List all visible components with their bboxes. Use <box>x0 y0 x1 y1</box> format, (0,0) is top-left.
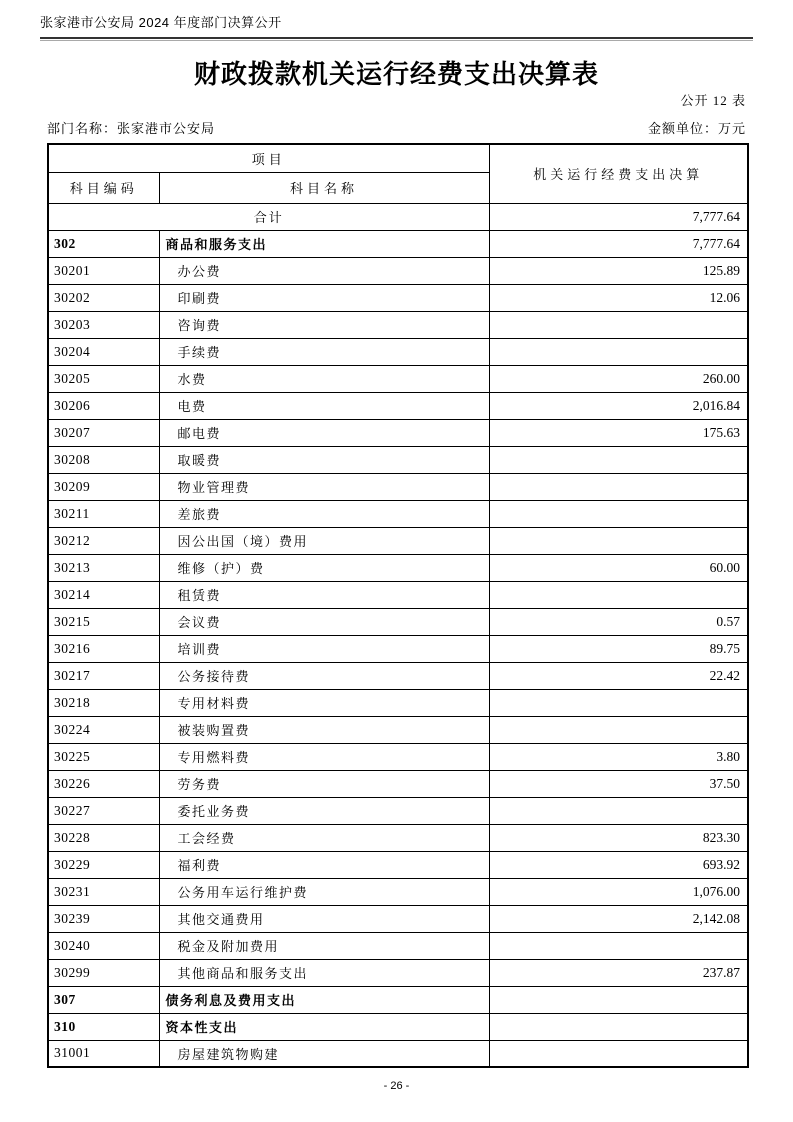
table-row <box>48 824 748 851</box>
running-header <box>40 12 753 41</box>
table-row <box>48 257 748 284</box>
subject-name: 物业管理费 <box>159 473 489 500</box>
table-number-label: 公开 12 表 <box>680 93 746 108</box>
subject-code: 30228 <box>48 824 159 851</box>
subject-value: 1,076.00 <box>489 878 748 905</box>
running-header-text: 张家港市公安局 2024 年度部门决算公开 <box>40 15 282 30</box>
header-subject-name: 科目名称 <box>159 172 489 203</box>
subject-name: 邮电费 <box>159 419 489 446</box>
subject-value <box>489 689 748 716</box>
subject-name: 工会经费 <box>159 824 489 851</box>
table-row <box>48 770 748 797</box>
subject-value: 260.00 <box>489 365 748 392</box>
page-number: - 26 - <box>383 1080 410 1092</box>
subject-name: 租赁费 <box>159 581 489 608</box>
subject-code: 30204 <box>48 338 159 365</box>
table-row <box>48 203 748 230</box>
subject-name: 债务利息及费用支出 <box>159 986 489 1013</box>
subject-value <box>489 797 748 824</box>
subject-name: 咨询费 <box>159 311 489 338</box>
table-row <box>48 932 748 959</box>
subject-value <box>489 1040 748 1067</box>
subject-value <box>489 527 748 554</box>
subject-value <box>489 581 748 608</box>
subject-code: 30206 <box>48 392 159 419</box>
subject-code: 30213 <box>48 554 159 581</box>
subject-code: 30205 <box>48 365 159 392</box>
table-row <box>48 608 748 635</box>
subject-value <box>489 338 748 365</box>
subject-value: 0.57 <box>489 608 748 635</box>
subject-code: 30225 <box>48 743 159 770</box>
table-row <box>48 1040 748 1067</box>
subject-value: 60.00 <box>489 554 748 581</box>
subject-name: 税金及附加费用 <box>159 932 489 959</box>
subject-code: 30227 <box>48 797 159 824</box>
header-rule <box>40 37 753 41</box>
table-body <box>48 203 748 1067</box>
table-row <box>48 905 748 932</box>
subject-name: 公务用车运行维护费 <box>159 878 489 905</box>
table-row <box>48 311 748 338</box>
subject-code: 30211 <box>48 500 159 527</box>
table-row <box>48 581 748 608</box>
subject-value <box>489 473 748 500</box>
department-name-label: 部门名称：张家港市公安局 <box>47 121 216 136</box>
expenditure-table <box>47 143 749 1068</box>
table-row <box>48 419 748 446</box>
subject-code: 30208 <box>48 446 159 473</box>
table-header <box>48 144 748 203</box>
subject-name: 其他商品和服务支出 <box>159 959 489 986</box>
header-project: 项目 <box>48 144 489 172</box>
subject-value <box>489 446 748 473</box>
subject-name: 维修（护）费 <box>159 554 489 581</box>
subject-code: 310 <box>48 1013 159 1040</box>
table-row <box>48 986 748 1013</box>
subject-code: 30212 <box>48 527 159 554</box>
subject-code: 30231 <box>48 878 159 905</box>
table-row <box>48 473 748 500</box>
subject-name: 手续费 <box>159 338 489 365</box>
page-title: 财政拨款机关运行经费支出决算表 <box>193 60 599 89</box>
subject-value <box>489 311 748 338</box>
subject-value: 2,142.08 <box>489 905 748 932</box>
table-row <box>48 959 748 986</box>
table-row <box>48 284 748 311</box>
table-row <box>48 689 748 716</box>
table-row <box>48 1013 748 1040</box>
subject-code: 307 <box>48 986 159 1013</box>
subject-name: 委托业务费 <box>159 797 489 824</box>
table-row <box>48 554 748 581</box>
meta-line <box>47 118 746 137</box>
subject-value: 37.50 <box>489 770 748 797</box>
subject-name: 其他交通费用 <box>159 905 489 932</box>
table-row <box>48 662 748 689</box>
subject-code: 30218 <box>48 689 159 716</box>
subject-value <box>489 716 748 743</box>
total-label: 合计 <box>48 203 489 230</box>
subject-code: 30215 <box>48 608 159 635</box>
table-row <box>48 500 748 527</box>
subject-name: 专用材料费 <box>159 689 489 716</box>
subject-name: 差旅费 <box>159 500 489 527</box>
subject-name: 公务接待费 <box>159 662 489 689</box>
subject-name: 商品和服务支出 <box>159 230 489 257</box>
subject-value: 89.75 <box>489 635 748 662</box>
subject-value: 125.89 <box>489 257 748 284</box>
subject-value: 12.06 <box>489 284 748 311</box>
subject-code: 30239 <box>48 905 159 932</box>
table-row <box>48 635 748 662</box>
subject-name: 福利费 <box>159 851 489 878</box>
subject-code: 30229 <box>48 851 159 878</box>
subject-code: 30209 <box>48 473 159 500</box>
subject-value: 823.30 <box>489 824 748 851</box>
table-row <box>48 743 748 770</box>
subject-code: 30201 <box>48 257 159 284</box>
header-subject-code: 科目编码 <box>48 172 159 203</box>
table-row <box>48 392 748 419</box>
total-value: 7,777.64 <box>489 203 748 230</box>
subject-code: 30217 <box>48 662 159 689</box>
subject-code: 302 <box>48 230 159 257</box>
table-row <box>48 527 748 554</box>
subject-code: 30202 <box>48 284 159 311</box>
subject-code: 30240 <box>48 932 159 959</box>
subject-code: 30226 <box>48 770 159 797</box>
table-row <box>48 230 748 257</box>
table-row <box>48 851 748 878</box>
subject-code: 30214 <box>48 581 159 608</box>
subject-name: 办公费 <box>159 257 489 284</box>
header-value-column: 机关运行经费支出决算 <box>489 144 748 203</box>
subject-value <box>489 1013 748 1040</box>
subject-name: 水费 <box>159 365 489 392</box>
subject-value: 7,777.64 <box>489 230 748 257</box>
subject-code: 30207 <box>48 419 159 446</box>
table-row <box>48 716 748 743</box>
subject-name: 培训费 <box>159 635 489 662</box>
table-row <box>48 446 748 473</box>
table-row <box>48 878 748 905</box>
subject-name: 劳务费 <box>159 770 489 797</box>
subject-name: 印刷费 <box>159 284 489 311</box>
subject-name: 电费 <box>159 392 489 419</box>
table-row <box>48 797 748 824</box>
subject-name: 资本性支出 <box>159 1013 489 1040</box>
subject-code: 30203 <box>48 311 159 338</box>
subject-code: 30224 <box>48 716 159 743</box>
amount-unit-label: 金额单位：万元 <box>647 121 746 136</box>
subject-name: 取暖费 <box>159 446 489 473</box>
subject-name: 会议费 <box>159 608 489 635</box>
subject-name: 房屋建筑物购建 <box>159 1040 489 1067</box>
subject-value: 175.63 <box>489 419 748 446</box>
subject-code: 30299 <box>48 959 159 986</box>
subject-value <box>489 986 748 1013</box>
subject-code: 31001 <box>48 1040 159 1067</box>
subject-value: 693.92 <box>489 851 748 878</box>
table-row <box>48 365 748 392</box>
subject-name: 被装购置费 <box>159 716 489 743</box>
subject-value: 22.42 <box>489 662 748 689</box>
subject-value <box>489 500 748 527</box>
subject-value <box>489 932 748 959</box>
subject-code: 30216 <box>48 635 159 662</box>
subject-value: 237.87 <box>489 959 748 986</box>
subject-value: 3.80 <box>489 743 748 770</box>
subject-value: 2,016.84 <box>489 392 748 419</box>
subject-name: 专用燃料费 <box>159 743 489 770</box>
subject-name: 因公出国（境）费用 <box>159 527 489 554</box>
table-row <box>48 338 748 365</box>
